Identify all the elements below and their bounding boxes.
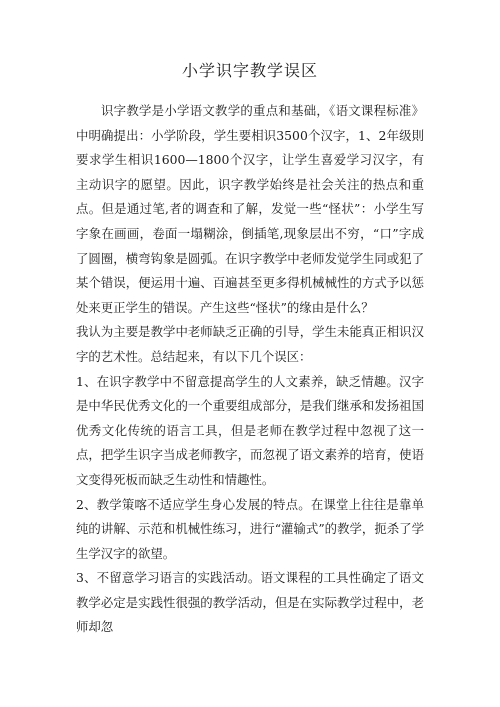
paragraph-point-3: 3、不留意学习语言的实践活动。语文课程的工具性确定了语文教学必定是实践性很强的教学活动，但是在实际教学过程中，老师却忽 xyxy=(76,570,424,635)
paragraph-intro: 识字教学是小学语文教学的重点和基础，《语文课程标准》中明确提出：小学阶段，学生要相识3500个汉字，1、2年级則要求学生相识1600—1800个汉字，让学生喜爱学习汉字，有主动识字的愿望。因此，识字教学始终是社会关注的热点和重点。但是通过笔,者的调查和了解，发觉一些“怪状”：小学生写字象在画画，卷面一塌糊涂，倒插笔,现象层出不穷，“口”字成了圆圈，横弯钩象是圆弧。在识字教学中老师发觉学生同或犯了某个错误，便运用十遍、百遍甚至更多得机械械性的方式予以惩处来更正学生的错误。产生这些“怪状”的缘由是什么？ xyxy=(76,103,424,315)
paragraph-point-1: 1、在识字教学中不留意提高学生的人文素养，缺乏情趣。汉字是中华民优秀文化的一个重要组成部分，是我们继承和发扬祖国优秀文化传统的语言工具，但是老师在教学过程中忽视了这一点，把学生识字当成老师教字，而忽视了语文素养的培育，使语文变得死板而缺乏生动性和情趣性。 xyxy=(76,373,424,487)
paragraph-point-2: 2、教学策喀不适应学生身心发展的特点。在课堂上往往是靠单纯的讲解、示范和机械性练习，进行“灌输式”的教学，扼杀了学生学汉字的欲望。 xyxy=(76,496,424,561)
paragraph-summary: 我认为主要是教学中老师缺乏正确的引导，学生未能真正相识汉字的艺术性。总结起来，有以下几个误区： xyxy=(76,324,424,364)
page-title: 小学识字教学误区 xyxy=(181,61,318,80)
